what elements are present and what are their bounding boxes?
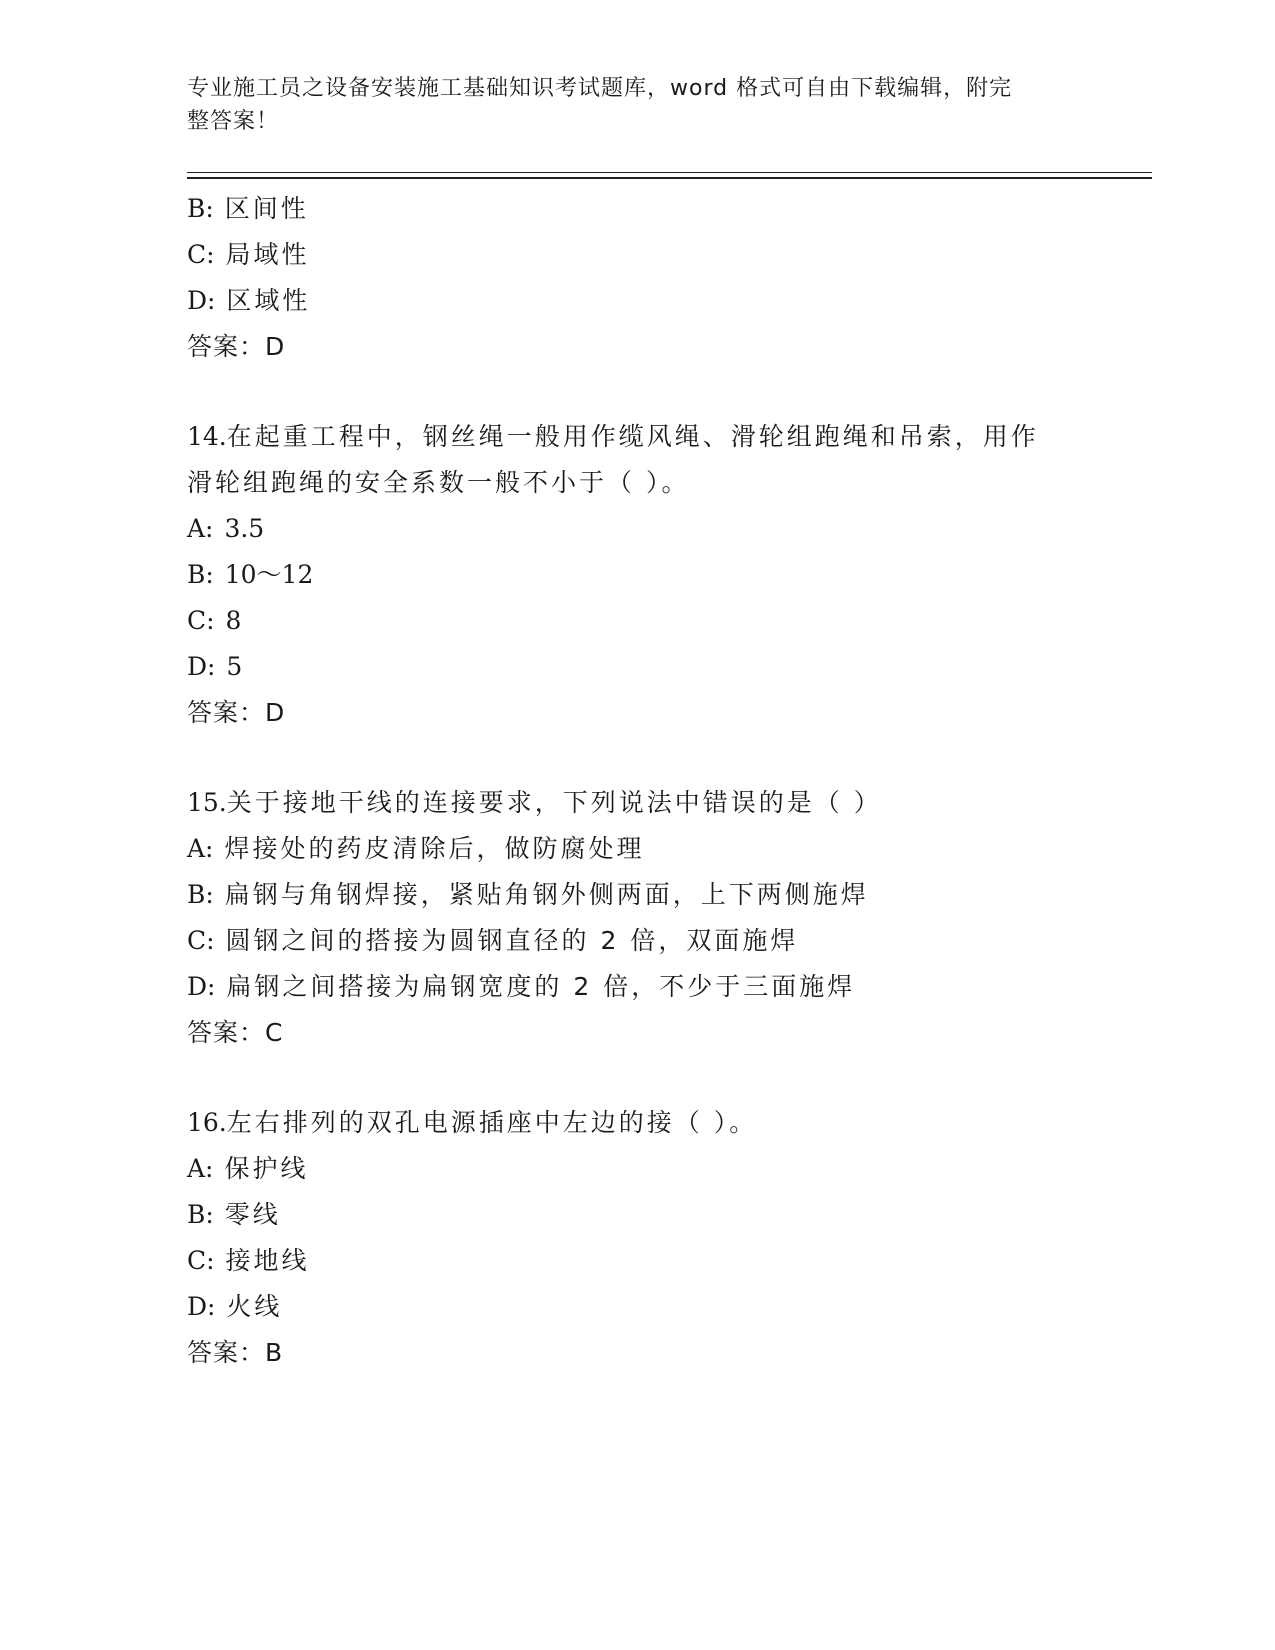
question-content — [187, 186, 1087, 1376]
option-text: 扁钢之间搭接为扁钢宽度的 2 倍，不少于三面施焊 — [226, 972, 856, 1001]
option-text: 3.5 — [224, 514, 265, 543]
option-row — [187, 506, 1087, 552]
option-row — [187, 964, 1087, 1010]
question-block-14 — [187, 414, 1087, 736]
option-letter: B: — [187, 1200, 214, 1229]
option-letter: B: — [187, 880, 214, 909]
option-text: 扁钢与角钢焊接，紧贴角钢外侧两面，上下两侧施焊 — [224, 880, 869, 909]
option-row — [187, 872, 1087, 918]
option-letter: C: — [187, 926, 215, 955]
option-row — [187, 278, 1087, 324]
answer-line: 答案：D — [187, 698, 286, 727]
answer-line: 答案：C — [187, 1018, 284, 1047]
option-letter: B: — [187, 560, 214, 589]
header-rule-thick — [187, 177, 1152, 179]
answer-line: 答案：B — [187, 1338, 284, 1367]
option-letter: B: — [187, 194, 214, 223]
option-text: 10～12 — [224, 560, 314, 589]
option-text: 局域性 — [225, 240, 310, 269]
option-row — [187, 186, 1087, 232]
option-row — [187, 918, 1087, 964]
answer-line: 答案：D — [187, 332, 286, 361]
prev-question-block — [187, 186, 1087, 370]
option-text: 圆钢之间的搭接为圆钢直径的 2 倍，双面施焊 — [225, 926, 799, 955]
option-row — [187, 826, 1087, 872]
header-rule-thin — [187, 172, 1152, 173]
question-stem — [187, 1100, 1087, 1146]
question-text: 在起重工程中，钢丝绳一般用作缆风绳、滑轮组跑绳和吊索，用作 — [226, 422, 1039, 451]
option-row — [187, 1238, 1087, 1284]
option-text: 8 — [225, 606, 242, 635]
option-letter: D: — [187, 972, 216, 1001]
question-block-16 — [187, 1100, 1087, 1376]
option-row — [187, 644, 1087, 690]
option-letter: D: — [187, 652, 216, 681]
option-letter: D: — [187, 1292, 216, 1321]
option-text: 5 — [226, 652, 243, 681]
option-text: 接地线 — [225, 1246, 310, 1275]
question-number: 15. — [187, 788, 227, 817]
option-letter: C: — [187, 606, 215, 635]
question-text: 关于接地干线的连接要求，下列说法中错误的是（ ） — [226, 788, 882, 817]
option-letter: C: — [187, 240, 215, 269]
spacer — [187, 370, 1087, 414]
question-text: 左右排列的双孔电源插座中左边的接（ ）。 — [226, 1108, 758, 1137]
spacer — [187, 1056, 1087, 1100]
document-header — [187, 72, 1067, 138]
question-block-15 — [187, 780, 1087, 1056]
option-text: 零线 — [224, 1200, 281, 1229]
option-text: 保护线 — [224, 1154, 309, 1183]
option-row — [187, 1146, 1087, 1192]
option-row — [187, 1284, 1087, 1330]
question-number: 14. — [187, 422, 227, 451]
option-text: 火线 — [226, 1292, 283, 1321]
question-number: 16. — [187, 1108, 227, 1137]
spacer — [187, 736, 1087, 780]
header-line-2: 整答案！ — [187, 109, 280, 134]
option-text: 区域性 — [226, 286, 311, 315]
option-letter: D: — [187, 286, 216, 315]
option-text: 焊接处的药皮清除后，做防腐处理 — [224, 834, 645, 863]
question-stem — [187, 780, 1087, 826]
option-letter: A: — [187, 514, 214, 543]
question-stem — [187, 414, 1087, 460]
option-letter: A: — [187, 834, 214, 863]
option-letter: C: — [187, 1246, 215, 1275]
option-row — [187, 552, 1087, 598]
option-row — [187, 1192, 1087, 1238]
option-letter: A: — [187, 1154, 214, 1183]
option-text: 区间性 — [224, 194, 309, 223]
question-stem-continued: 滑轮组跑绳的安全系数一般不小于（ ）。 — [187, 468, 690, 497]
option-row — [187, 598, 1087, 644]
header-line-1: 专业施工员之设备安装施工基础知识考试题库，word 格式可自由下载编辑，附完 — [187, 76, 1013, 101]
option-row — [187, 232, 1087, 278]
